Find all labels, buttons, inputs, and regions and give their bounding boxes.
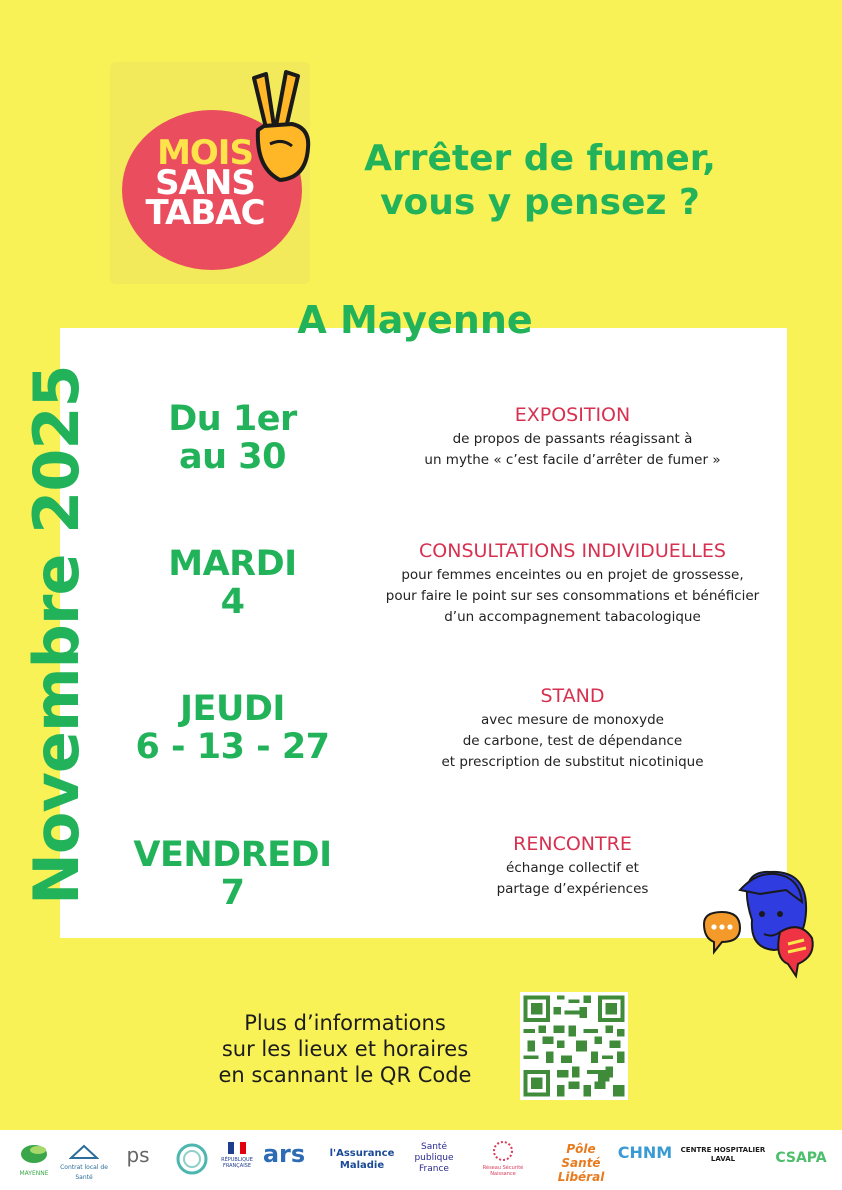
event-title: STAND [540,685,605,707]
event-description-3 [385,684,760,773]
headline-line-1: Arrêter de fumer, [364,138,716,179]
partner-logo-label: ars [262,1140,306,1168]
info-line-1: Plus d’informations [244,1011,446,1035]
partner-logo [616,1144,674,1162]
clinic-building-icon [69,1142,99,1160]
event-line: partage d’expériences [496,881,649,897]
event-day-line: 4 [220,582,245,622]
event-line: pour faire le point sur ses consommations et bénéficier [385,588,760,604]
victory-hand-icon [236,68,316,188]
partner-logo [322,1148,402,1172]
info-line-3: en scannant le QR Code [218,1063,472,1087]
qr-code[interactable] [520,992,628,1100]
logo-line-2: SANS [155,163,255,203]
french-flag-icon [228,1142,246,1154]
partner-logo [116,1144,160,1166]
event-day-1 [120,400,345,476]
event-line: d’un accompagnement tabacologique [444,609,701,625]
partner-logo-label: Santé publique France [414,1142,454,1174]
event-day-line: VENDREDI [133,835,332,875]
partner-logo [60,1142,108,1183]
mayenne-logo-icon [19,1142,49,1166]
partner-logo-label: RÉPUBLIQUE FRANÇAISE [221,1157,253,1169]
info-line-2: sur les lieux et horaires [221,1037,469,1061]
month-banner: Novembre 2025 [20,365,93,905]
event-day-4 [120,836,345,912]
event-description-2 [385,539,760,628]
logo-line-1: MOIS [157,133,253,173]
partner-logo [474,1140,532,1177]
event-title: EXPOSITION [514,404,631,426]
partner-logo [770,1150,832,1166]
event-line: échange collectif et [506,860,639,876]
event-description-1 [385,403,760,471]
partner-logo [12,1142,56,1179]
partner-logo [408,1142,460,1175]
event-line: de propos de passants réagissant à [452,431,693,447]
partner-logo [172,1142,212,1179]
event-line: avec mesure de monoxyde [480,712,664,728]
event-day-line: 6 - 13 - 27 [135,727,330,767]
more-info-text [180,1010,510,1088]
place-title: A Mayenne [297,298,533,342]
partner-logo-label: Contrat local de Santé [60,1164,108,1181]
event-day-line: MARDI [168,544,297,584]
event-title: CONSULTATIONS INDIVIDUELLES [419,540,726,562]
event-day-line: 7 [220,873,245,913]
event-line: et prescription de substitut nicotinique [441,754,704,770]
partner-logo-label: ps [126,1143,150,1167]
event-line: de carbone, test de dépendance [462,733,683,749]
event-day-2 [120,545,345,621]
dots-circle-icon [488,1140,518,1162]
partner-logo [680,1146,766,1164]
event-day-line: JEUDI [180,689,285,729]
headline [330,137,750,225]
partner-logo-label: Réseau Sécurité Naissance [482,1165,524,1177]
partner-logo-label: Pôle Santé Libéral [557,1142,605,1184]
event-day-3 [120,690,345,766]
partner-logo [260,1140,308,1168]
partner-logo-label: CENTRE HOSPITALIER LAVAL [680,1146,766,1163]
partner-logo [220,1142,254,1169]
partner-logo-label: MAYENNE [19,1170,49,1177]
event-day-line: au 30 [179,437,286,477]
partner-logos-bar [0,1130,842,1190]
speech-bubbles-face-icon [700,860,820,985]
event-line: pour femmes enceintes ou en projet de grossesse, [401,567,744,583]
partner-logo-label: l'Assurance Maladie [329,1148,395,1171]
logo-line-3: TABAC [145,193,265,233]
event-line: un mythe « c’est facile d’arrêter de fumer » [424,452,721,468]
headline-line-2: vous y pensez ? [380,182,700,223]
circle-logo-icon [175,1142,209,1176]
partner-logo-label: CHNM [617,1143,673,1162]
event-day-line: Du 1er [168,399,297,439]
partner-logo [552,1142,610,1184]
event-title: RENCONTRE [513,833,632,855]
partner-logo-label: CSAPA [775,1150,827,1166]
